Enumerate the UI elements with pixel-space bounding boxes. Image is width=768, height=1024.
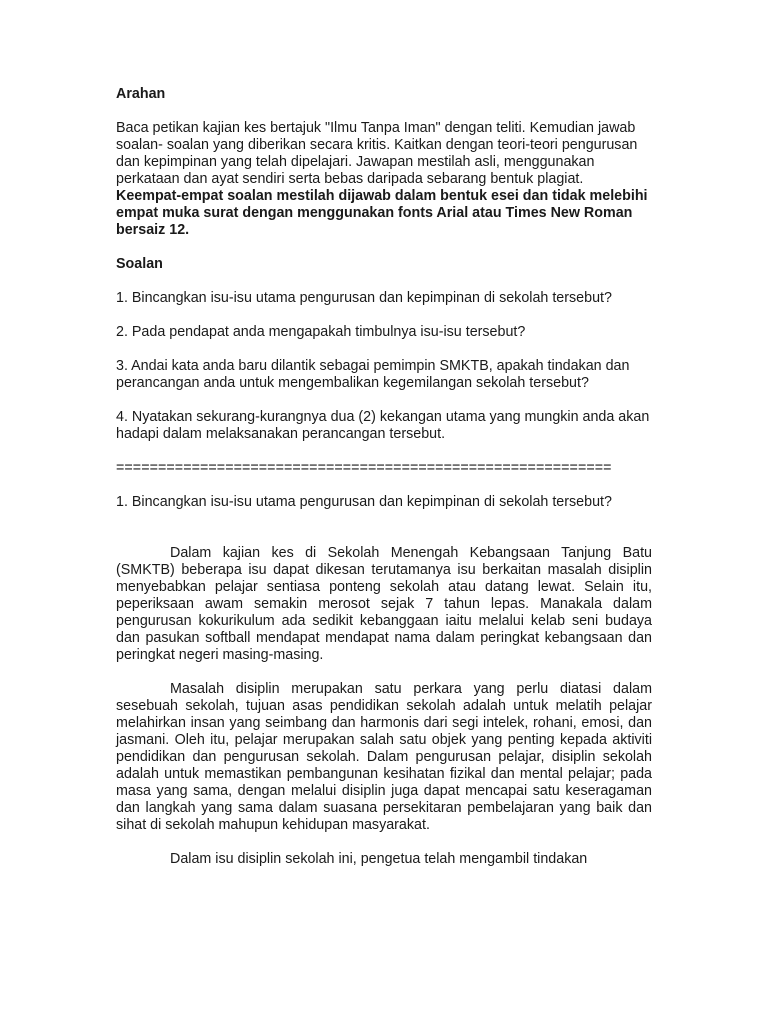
- question-1: 1. Bincangkan isu-isu utama pengurusan dan kepimpinan di sekolah tersebut?: [116, 290, 612, 306]
- questions-heading: Soalan: [116, 256, 163, 272]
- answer-paragraph-1: Dalam kajian kes di Sekolah Menengah Kebangsaan Tanjung Batu (SMKTB) beberapa isu dapat dikesan terutamanya isu berkaitan masalah disiplin menyebabkan pelajar sentiasa ponteng sekolah atau datang lewat. Selain itu, peperiksaan awam semakin merosot sejak 7 tahun lepas. Manakala dalam pengurusan kokurikulum ada sedikit kebanggaan iaitu melalui kelab seni budaya dan pasukan softball mendapat mendapat nama dalam peringkat kebangsaan dan peringkat negeri masing-masing.: [116, 545, 652, 663]
- document-content: [116, 86, 652, 885]
- instructions-heading: Arahan: [116, 86, 166, 102]
- answer-question-1: 1. Bincangkan isu-isu utama pengurusan dan kepimpinan di sekolah tersebut?: [116, 494, 612, 510]
- answer-paragraph-2: Masalah disiplin merupakan satu perkara yang perlu diatasi dalam sesebuah sekolah, tujuan asas pendidikan sekolah adalah untuk melatih pelajar melahirkan insan yang seimbang dan harmonis dari segi intelek, rohani, emosi, dan jasmani. Oleh itu, pelajar merupakan salah satu objek yang penting kepada aktiviti pendidikan dan pengurusan sekolah. Dalam pengurusan pelajar, disiplin sekolah adalah untuk memastikan pembangunan kesihatan fizikal dan mental pelajar; pada masa yang sama, dengan melalui disiplin juga dapat mencapai satu keseragaman dan langkah yang sama dalam suasana persekitaran pembelajaran yang baik dan sihat di sekolah mahupun kehidupan masyarakat.: [116, 681, 652, 833]
- instructions-paragraph: [116, 120, 652, 239]
- instructions-bold-text: Keempat-empat soalan mestilah dijawab dalam bentuk esei dan tidak melebihi empat muka surat dengan menggunakan fonts Arial atau Times New Roman bersaiz 12.: [116, 188, 648, 238]
- question-3: 3. Andai kata anda baru dilantik sebagai pemimpin SMKTB, apakah tindakan dan perancangan anda untuk mengembalikan kegemilangan sekolah tersebut?: [116, 358, 630, 391]
- instructions-text: Baca petikan kajian kes bertajuk "Ilmu Tanpa Iman" dengan teliti. Kemudian jawab soalan- soalan yang diberikan secara kritis. Kaitkan dengan teori-teori pengurusan dan kepimpinan yang telah dipelajari. Jawapan mestilah asli, menggunakan perkataan dan ayat sendiri serta bebas daripada sebarang bentuk plagiat.: [116, 120, 638, 187]
- question-4: 4. Nyatakan sekurang-kurangnya dua (2) kekangan utama yang mungkin anda akan hadapi dalam melaksanakan perancangan tersebut.: [116, 409, 650, 442]
- answer-paragraph-3: Dalam isu disiplin sekolah ini, pengetua telah mengambil tindakan: [170, 851, 588, 867]
- separator-line: ===========================================================: [116, 460, 612, 476]
- spacer: [116, 528, 652, 545]
- question-2: 2. Pada pendapat anda mengapakah timbulnya isu-isu tersebut?: [116, 324, 526, 340]
